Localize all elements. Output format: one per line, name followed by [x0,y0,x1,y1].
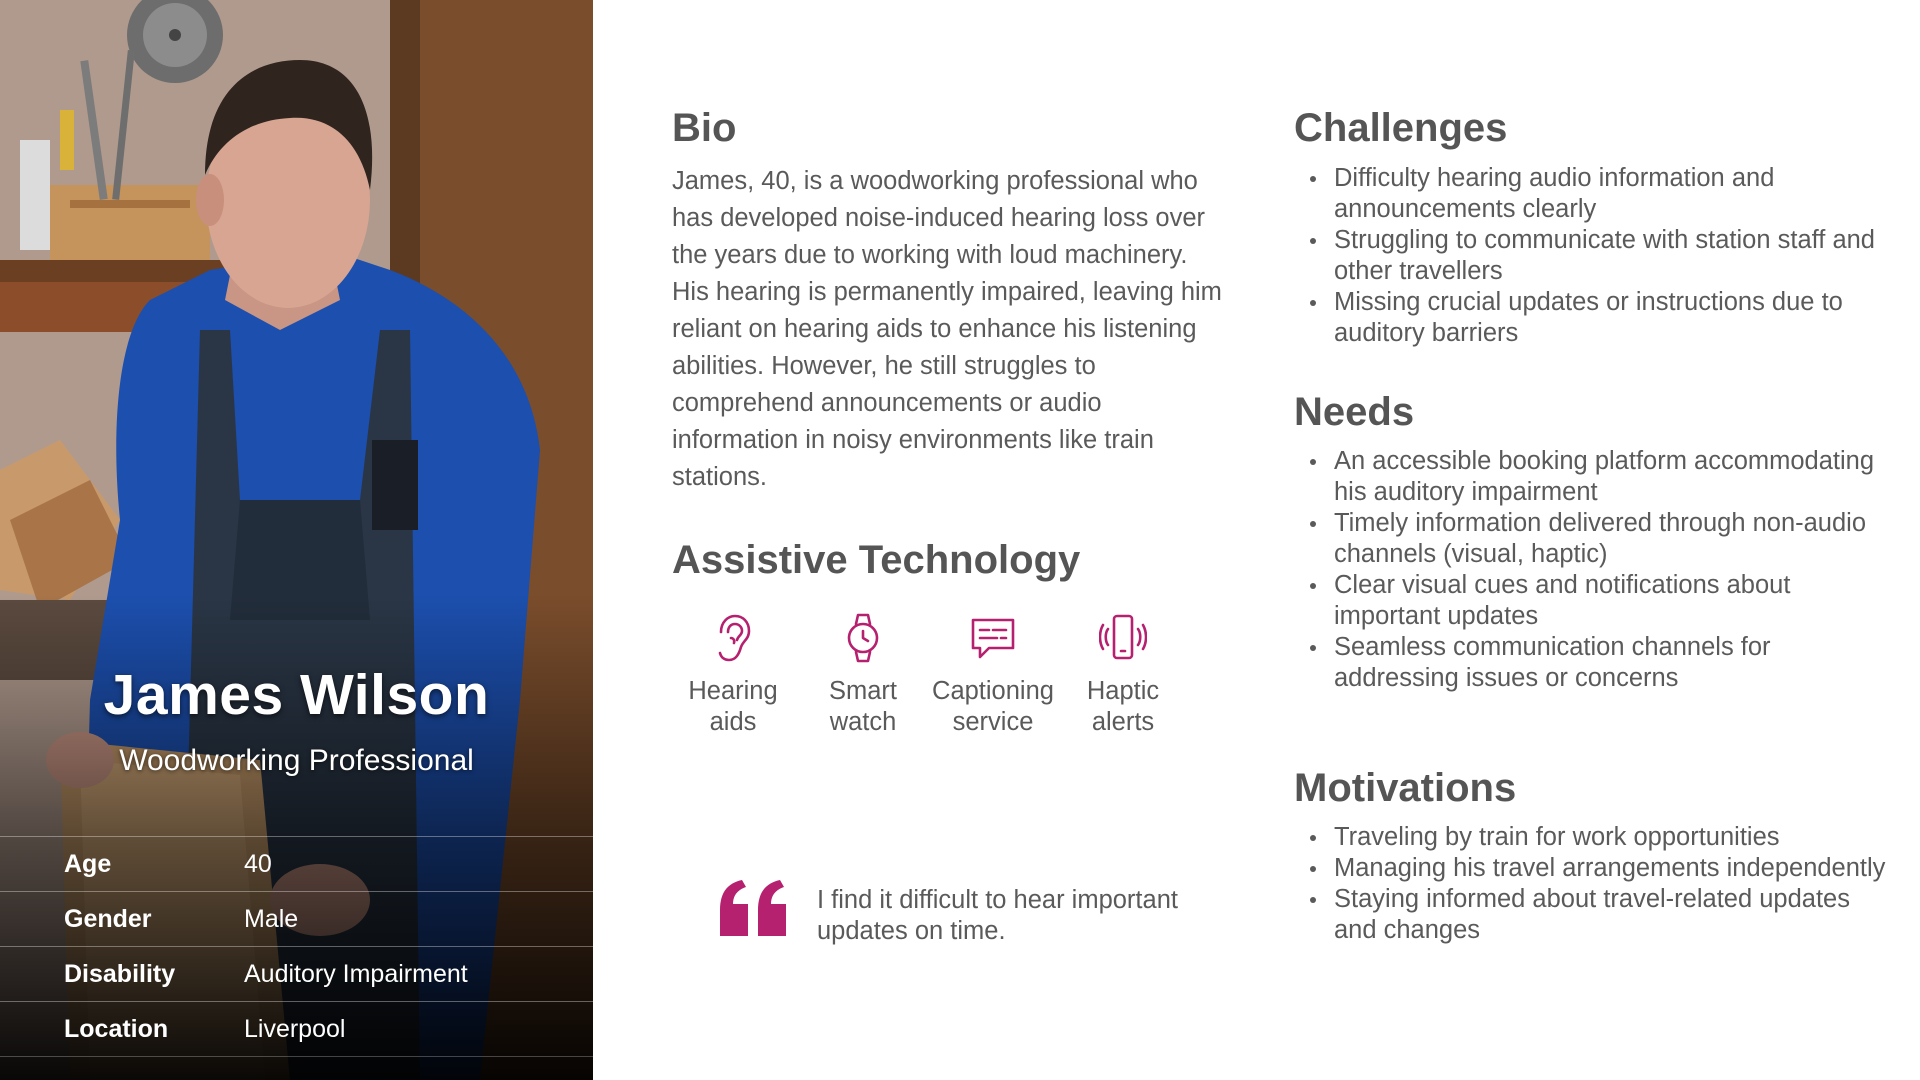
at-item-haptic-alerts [1058,612,1188,738]
list-item: Difficulty hearing audio information and announcements clearly [1334,163,1894,225]
ear-icon [709,612,757,664]
list-item: Timely information delivered through non-audio channels (visual, haptic) [1334,508,1894,570]
at-label: Hearing aids [688,677,778,736]
at-label: Captioning service [932,677,1054,736]
list-item: Managing his travel arrangements independently [1334,853,1894,884]
persona-name: James Wilson [103,663,490,727]
caption-icon [969,612,1017,664]
detail-value: Auditory Impairment [244,959,468,988]
detail-value: 40 [244,849,272,878]
list-item: Traveling by train for work opportunities [1334,822,1894,853]
quote-icon [720,880,786,936]
detail-row-location [0,1001,593,1057]
at-label: Smart watch [828,677,897,736]
list-item: Clear visual cues and notifications about important updates [1334,570,1894,632]
bio-title: Bio [672,106,737,150]
at-item-captioning-service [928,612,1058,738]
detail-row-gender [0,891,593,946]
detail-row-disability [0,946,593,1001]
needs-title: Needs [1294,390,1415,434]
assistive-technology-title: Assistive Technology [672,538,1081,582]
persona-role: Woodworking Professional [119,744,474,777]
detail-label: Location [64,1014,169,1043]
assistive-technology-list [668,612,1188,738]
detail-value: Liverpool [244,1014,346,1043]
at-item-smart-watch [798,612,928,738]
list-item: Seamless communication channels for addressing issues or concerns [1334,632,1894,694]
persona-details-table [0,836,593,1057]
vibrating-phone-icon [1099,612,1147,664]
detail-label: Age [64,849,112,878]
detail-value: Male [244,904,299,933]
detail-label: Gender [64,904,152,933]
bio-text: James, 40, is a woodworking professional who has developed noise-induced hearing loss over the years due to working with loud machinery. His hearing is permanently impaired, leaving him reliant on hearing aids to enhance his listening abilities. However, he still struggles to comprehend announcements or audio information in noisy environments like train stations. [672,167,1222,491]
list-item: An accessible booking platform accommodating his auditory impairment [1334,446,1894,508]
at-item-hearing-aids [668,612,798,738]
motivations-list [1294,822,1894,946]
list-item: Missing crucial updates or instructions due to auditory barriers [1334,287,1894,349]
motivations-title: Motivations [1294,766,1517,810]
quote-text: I find it difficult to hear important updates on time. [817,886,1178,945]
watch-icon [839,612,887,664]
detail-label: Disability [64,959,176,988]
persona-photo-panel [0,0,593,1080]
list-item: Staying informed about travel-related updates and changes [1334,884,1894,946]
list-item: Struggling to communicate with station staff and other travellers [1334,225,1894,287]
detail-row-age [0,836,593,891]
challenges-title: Challenges [1294,106,1508,150]
needs-list [1294,446,1894,694]
at-label: Haptic alerts [1086,677,1160,736]
challenges-list [1294,163,1894,349]
